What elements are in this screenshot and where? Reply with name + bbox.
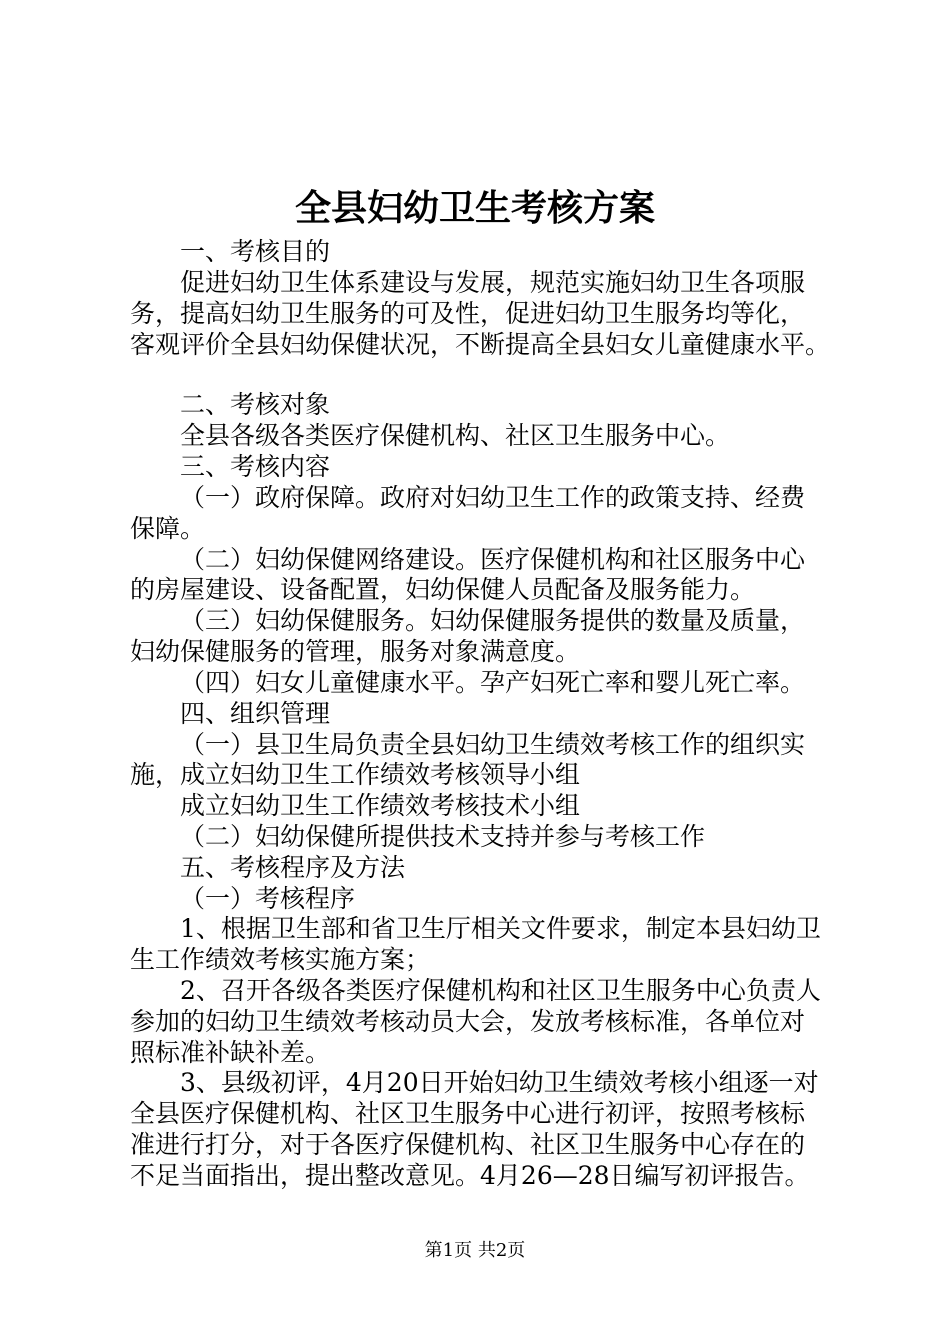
- paragraph-line: （二）妇幼保健网络建设。医疗保健机构和社区服务中心: [180, 545, 806, 574]
- paragraph-line: （一）县卫生局负责全县妇幼卫生绩效考核工作的组织实: [180, 730, 806, 759]
- section-heading-procedure: 五、考核程序及方法: [180, 853, 406, 882]
- section-heading-purpose: 一、考核目的: [180, 237, 331, 266]
- section-heading-management: 四、组织管理: [180, 699, 331, 728]
- paragraph-line: 准进行打分，对于各医疗保健机构、社区卫生服务中心存在的: [130, 1130, 806, 1159]
- paragraph-line: 1、根据卫生部和省卫生厅相关文件要求，制定本县妇幼卫: [180, 914, 821, 943]
- paragraph-line: 参加的妇幼卫生绩效考核动员大会，发放考核标准，各单位对: [130, 1007, 806, 1036]
- page-footer: 第1页 共2页: [424, 1240, 526, 1261]
- paragraph-line: 保障。: [130, 514, 206, 543]
- paragraph-line: （二）妇幼保健所提供技术支持并参与考核工作: [180, 822, 706, 851]
- paragraph-line: （一）政府保障。政府对妇幼卫生工作的政策支持、经费: [180, 483, 806, 512]
- paragraph-line: 3、县级初评，4月20日开始妇幼卫生绩效考核小组逐一对: [180, 1068, 819, 1097]
- paragraph-line: 务，提高妇幼卫生服务的可及性，促进妇幼卫生服务均等化，: [130, 299, 806, 328]
- paragraph-line: 成立妇幼卫生工作绩效考核技术小组: [180, 791, 581, 820]
- paragraph-line: （三）妇幼保健服务。妇幼保健服务提供的数量及质量，: [180, 606, 806, 635]
- paragraph-line: 的房屋建设、设备配置，妇幼保健人员配备及服务能力。: [130, 575, 756, 604]
- paragraph-line: 客观评价全县妇幼保健状况，不断提高全县妇女儿童健康水平。: [130, 330, 831, 359]
- paragraph-line: 不足当面指出，提出整改意见。4月26—28日编写初评报告。: [130, 1161, 810, 1190]
- paragraph-line: （四）妇女儿童健康水平。孕产妇死亡率和婴儿死亡率。: [180, 668, 806, 697]
- paragraph-line: 促进妇幼卫生体系建设与发展，规范实施妇幼卫生各项服: [180, 268, 806, 297]
- paragraph-line: 2、召开各级各类医疗保健机构和社区卫生服务中心负责人: [180, 976, 821, 1005]
- subsection-heading: （一）考核程序: [180, 884, 356, 913]
- paragraph-line: 施，成立妇幼卫生工作绩效考核领导小组: [130, 760, 581, 789]
- paragraph-line: 全县各级各类医疗保健机构、社区卫生服务中心。: [180, 421, 731, 450]
- section-heading-content: 三、考核内容: [180, 452, 331, 481]
- paragraph-line: 照标准补缺补差。: [130, 1038, 331, 1067]
- page-title: 全县妇幼卫生考核方案: [294, 187, 655, 229]
- paragraph-line: 全县医疗保健机构、社区卫生服务中心进行初评，按照考核标: [130, 1099, 806, 1128]
- paragraph-line: 妇幼保健服务的管理，服务对象满意度。: [130, 637, 581, 666]
- section-heading-target: 二、考核对象: [180, 390, 331, 419]
- paragraph-line: 生工作绩效考核实施方案；: [130, 945, 431, 974]
